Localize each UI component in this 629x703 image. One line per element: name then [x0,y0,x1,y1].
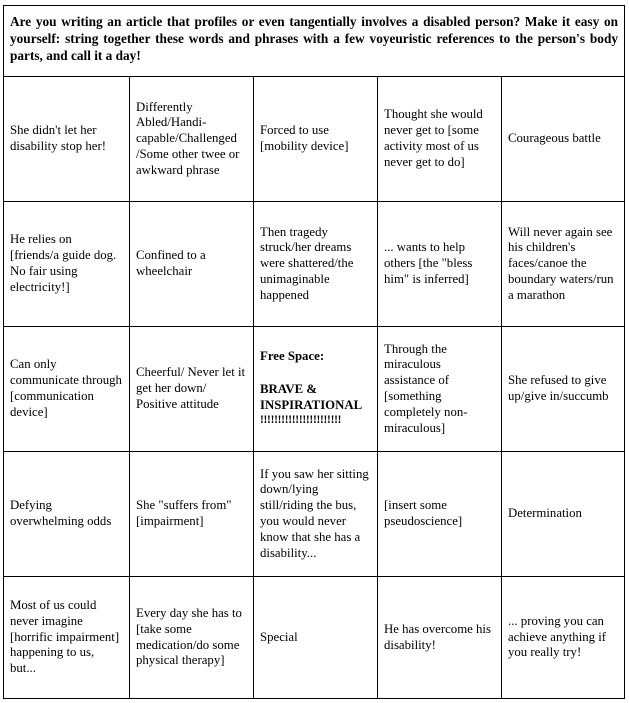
bingo-cell-text: Will never again see his children's faces/canoe the boundary waters/run a marathon [508,224,614,302]
bingo-cell [502,202,624,327]
bingo-cell [378,577,502,698]
bingo-cell [502,577,624,698]
bingo-cell [502,452,624,577]
bingo-cell [4,202,130,327]
bingo-cell-text: He relies on [friends/a guide dog. No fair using electricity!] [10,232,117,294]
bingo-cell [502,77,624,202]
free-space-text [260,349,371,429]
bingo-cell-text: Courageous battle [508,131,601,146]
bingo-cell [130,577,254,698]
bingo-cell-text: Every day she has to [take some medication/do some physical therapy] [136,605,242,668]
bingo-cell-text: She refused to give up/give in/succumb [508,373,609,403]
bingo-cell-text: Differently Abled/Handi-capable/Challenged /Some other twee or awkward phrase [136,99,240,177]
bingo-cell-text: Special [260,629,298,644]
bingo-cell [254,577,378,698]
bingo-cell-text: Cheerful/ Never let it get her down/ Positive attitude [136,365,246,411]
bingo-cell-text: She didn't let her disability stop her! [10,123,106,153]
bingo-cell-text: Then tragedy struck/her dreams were shattered/the unimaginable happened [260,224,354,302]
bingo-cell-text: If you saw her sitting down/lying still/riding the bus, you would never know that she has a disability... [260,466,369,560]
bingo-cell [130,202,254,327]
bingo-cell [4,452,130,577]
bingo-cell-text: Can only communicate through [communication device] [10,357,122,419]
bingo-cell [4,77,130,202]
free-space-title: Free Space: [260,348,325,363]
bingo-cell [378,77,502,202]
bingo-cell-text: Through the miraculous assistance of [something completely non-miraculous] [384,341,468,435]
free-space-body: BRAVE & INSPIRATIONAL [260,381,363,412]
intro-paragraph: Are you writing an article that profiles or even tangentially involves a disabled person? Make it easy on yourself: string together these words and phrases with a few voyeuristic references to the person's body parts, and call it a day! [4,6,624,77]
bingo-cell [130,77,254,202]
bingo-cell [254,77,378,202]
bingo-grid [4,77,624,698]
bingo-cell [502,327,624,452]
bingo-cell-text: Determination [508,506,582,521]
bingo-cell-text: He has overcome his disability! [384,621,491,652]
bingo-cell [378,452,502,577]
bingo-cell-text: Thought she would never get to [some activity most of us never get to do] [384,107,483,169]
bingo-cell [130,452,254,577]
bingo-cell-text: [insert some pseudoscience] [384,498,463,528]
free-space-exclaim: !!!!!!!!!!!!!!!!!!!!!!! [260,414,342,427]
bingo-cell-text: ... proving you can achieve anything if you really try! [508,613,607,660]
free-space-cell [254,327,378,452]
bingo-cell [254,202,378,327]
bingo-cell [378,202,502,327]
bingo-cell [378,327,502,452]
bingo-sheet [3,5,625,699]
bingo-cell-text: ... wants to help others [the "bless him" is inferred] [384,240,473,286]
bingo-cell [254,452,378,577]
bingo-cell-text: Confined to a wheelchair [136,248,206,278]
bingo-cell-text: She "suffers from" [impairment] [136,498,232,528]
bingo-cell-text: Forced to use [mobility device] [260,123,349,153]
bingo-cell-text: Defying overwhelming odds [10,498,112,528]
bingo-cell [130,327,254,452]
bingo-cell-text: Most of us could never imagine [horrific impairment] happening to us, but... [10,598,120,676]
bingo-cell [4,327,130,452]
bingo-cell [4,577,130,698]
